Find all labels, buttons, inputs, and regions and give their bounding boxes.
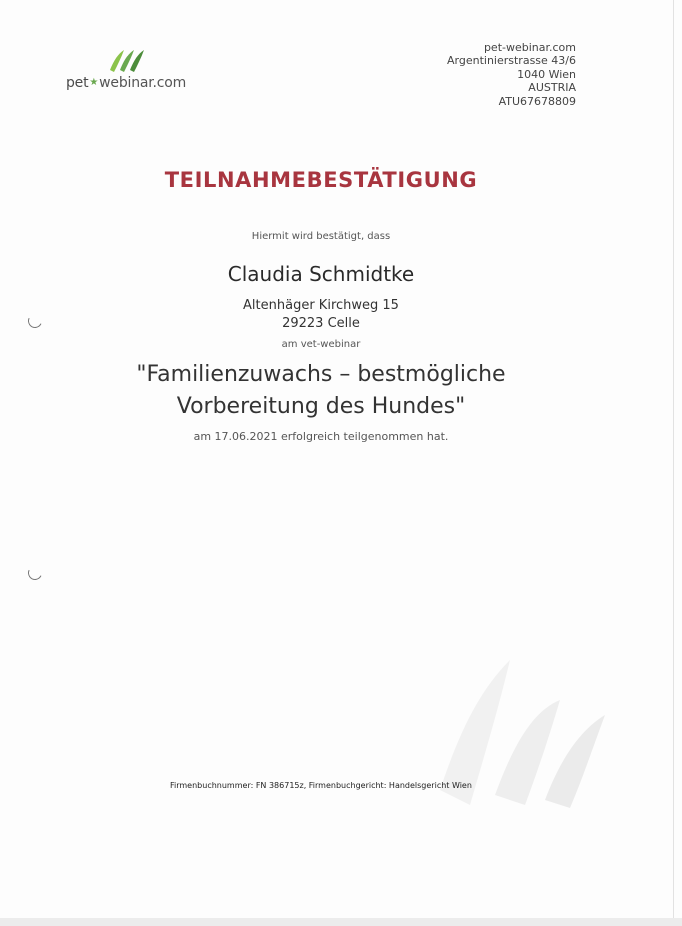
- logo-leaf-icon: [106, 48, 146, 74]
- webinar-title-line2: Vorbereitung des Hundes": [176, 394, 466, 419]
- company-register-note: Firmenbuchnummer: FN 386715z, Firmenbuchgericht: Handelsgericht Wien: [170, 781, 472, 790]
- logo-text-com: .com: [152, 75, 187, 91]
- punch-hole-mark: [26, 564, 44, 582]
- logo-watermark-icon: [420, 640, 620, 820]
- certificate-heading: TEILNAHMEBESTÄTIGUNG: [164, 168, 478, 192]
- logo-wordmark: [66, 75, 186, 91]
- address-line: pet-webinar.com: [483, 41, 576, 54]
- pet-webinar-logo: [66, 48, 196, 98]
- page-edge: [673, 0, 674, 918]
- address-line: AUSTRIA: [528, 81, 576, 95]
- logo-text-pet: pet: [66, 75, 89, 91]
- address-line: ATU67678809: [498, 94, 576, 108]
- logo-text-webinar: webinar: [99, 75, 153, 91]
- participant-name: Claudia Schmidtke: [227, 262, 415, 286]
- via-text: am vet-webinar: [281, 339, 361, 350]
- logo-star-icon: ★: [89, 77, 99, 88]
- webinar-title-line1: "Familienzuwachs – bestmögliche: [136, 362, 506, 387]
- address-line: Argentinierstrasse 43/6: [447, 54, 576, 68]
- company-address: [447, 41, 576, 108]
- confirm-text: Hiermit wird bestätigt, dass: [251, 231, 391, 242]
- participant-street: Altenhäger Kirchweg 15: [243, 298, 399, 313]
- participant-city: 29223 Celle: [282, 316, 360, 331]
- address-line: 1040 Wien: [517, 67, 576, 81]
- completion-text: am 17.06.2021 erfolgreich teilgenommen hat.: [193, 430, 449, 443]
